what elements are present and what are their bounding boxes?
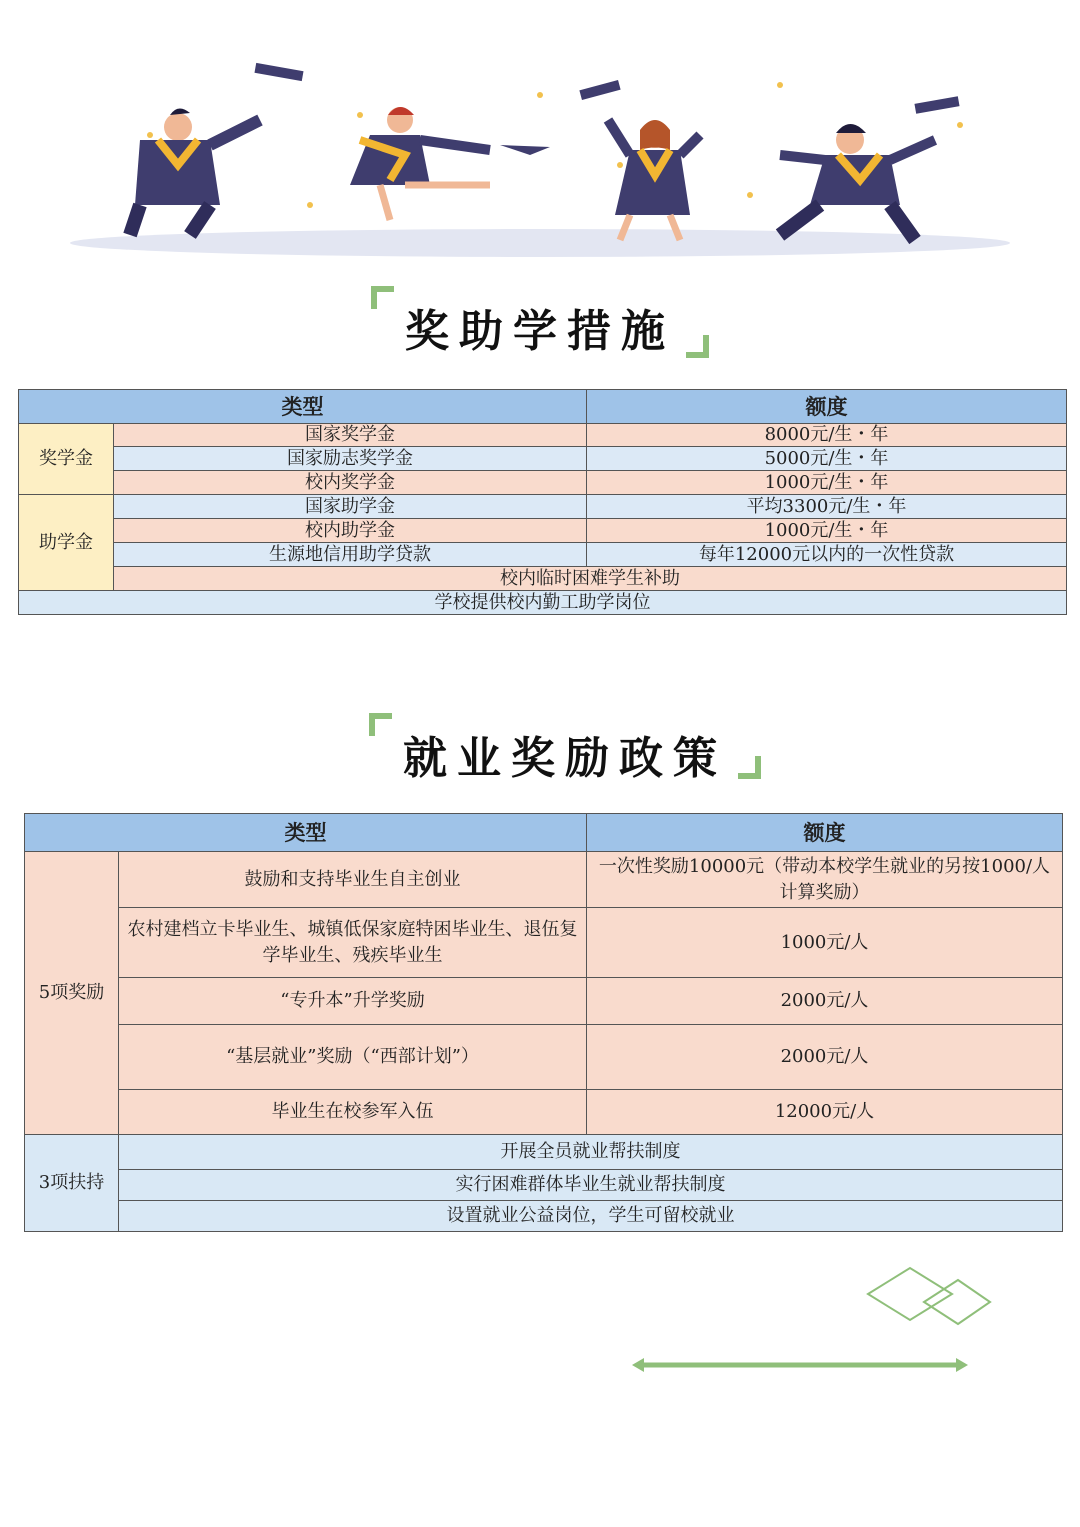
row-amount: 8000元/生・年 (587, 424, 1067, 447)
header-type: 类型 (25, 814, 587, 852)
table-row (25, 852, 1063, 908)
row-name: 农村建档立卡毕业生、城镇低保家庭特困毕业生、退伍复学毕业生、残疾毕业生 (119, 908, 587, 978)
graduation-illustration (60, 55, 1020, 270)
table-row (25, 908, 1063, 978)
scholarship-table (18, 389, 1067, 615)
table-row (25, 1170, 1063, 1201)
group-label: 5项奖励 (25, 852, 119, 1135)
table-row (19, 424, 1067, 447)
graduate-figure-2 (350, 107, 550, 220)
group-label: 奖学金 (19, 424, 114, 495)
graduate-figure-1 (130, 63, 304, 235)
table-row (19, 471, 1067, 495)
section1-title-block (370, 285, 710, 365)
table-row (19, 567, 1067, 591)
span-row: 校内临时困难学生补助 (114, 567, 1067, 591)
corner-bracket-icon (682, 331, 710, 359)
double-arrow-line-icon (630, 1354, 970, 1376)
table-row (25, 1090, 1063, 1135)
table-header-row (25, 814, 1063, 852)
table-row (19, 543, 1067, 567)
row-amount: 一次性奖励10000元（带动本校学生就业的另按1000/人计算奖励） (587, 852, 1063, 908)
row-amount: 5000元/生・年 (587, 447, 1067, 471)
row-name: “专升本”升学奖励 (119, 978, 587, 1025)
row-amount: 2000元/人 (587, 978, 1063, 1025)
row-amount: 12000元/人 (587, 1090, 1063, 1135)
group-label: 3项扶持 (25, 1135, 119, 1232)
table-row (25, 1201, 1063, 1232)
row-name: 校内助学金 (114, 519, 587, 543)
graduate-figure-4 (780, 96, 960, 240)
row-amount: 每年12000元以内的一次性贷款 (587, 543, 1067, 567)
header-amount: 额度 (587, 814, 1063, 852)
table-header-row (19, 390, 1067, 424)
support-item: 开展全员就业帮扶制度 (119, 1135, 1063, 1170)
section2-title-block (368, 712, 762, 792)
diamond-decoration-icon (860, 1262, 1000, 1332)
row-name: 校内奖学金 (114, 471, 587, 495)
row-name: 国家助学金 (114, 495, 587, 519)
header-type: 类型 (19, 390, 587, 424)
section2-title: 就业奖励政策 (403, 733, 727, 784)
group-label: 助学金 (19, 495, 114, 591)
full-row: 学校提供校内勤工助学岗位 (19, 591, 1067, 615)
row-name: “基层就业”奖励（“西部计划”） (119, 1025, 587, 1090)
row-amount: 1000元/人 (587, 908, 1063, 978)
support-item: 设置就业公益岗位，学生可留校就业 (119, 1201, 1063, 1232)
table-row (25, 1025, 1063, 1090)
row-amount: 平均3300元/生・年 (587, 495, 1067, 519)
graduate-figure-3 (579, 80, 700, 240)
support-item: 实行困难群体毕业生就业帮扶制度 (119, 1170, 1063, 1201)
table-row (25, 1135, 1063, 1170)
header-amount: 额度 (587, 390, 1067, 424)
employment-table (24, 813, 1063, 1232)
table-row (19, 519, 1067, 543)
row-name: 国家励志奖学金 (114, 447, 587, 471)
row-amount: 1000元/生・年 (587, 471, 1067, 495)
row-amount: 1000元/生・年 (587, 519, 1067, 543)
table-row (19, 591, 1067, 615)
row-name: 国家奖学金 (114, 424, 587, 447)
row-name: 鼓励和支持毕业生自主创业 (119, 852, 587, 908)
table-row (25, 978, 1063, 1025)
table-row (19, 447, 1067, 471)
row-amount: 2000元/人 (587, 1025, 1063, 1090)
corner-bracket-icon (734, 752, 762, 780)
row-name: 毕业生在校参军入伍 (119, 1090, 587, 1135)
table-row (19, 495, 1067, 519)
row-name: 生源地信用助学贷款 (114, 543, 587, 567)
section1-title: 奖助学措施 (405, 306, 675, 357)
